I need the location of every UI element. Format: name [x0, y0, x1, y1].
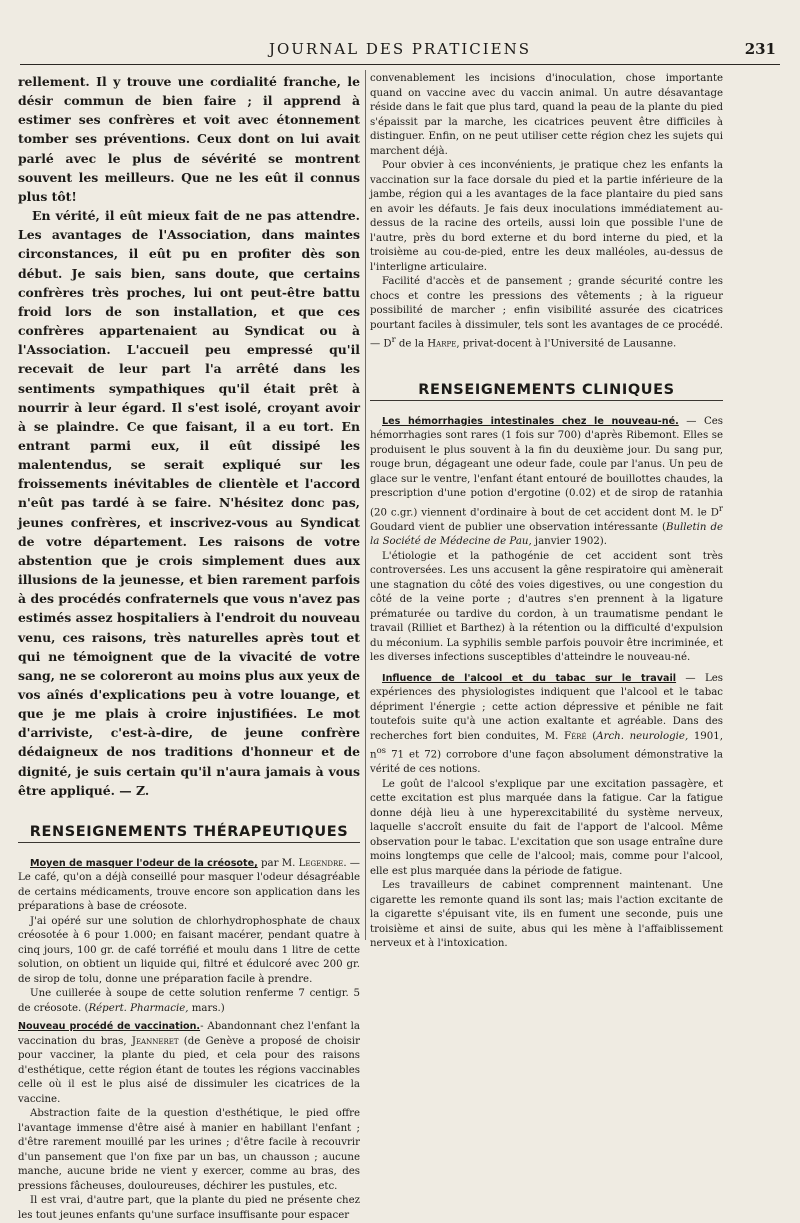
text-run: 1901, n: [370, 730, 723, 761]
text-run: - Abandonnant chez l'enfant la vaccination du bras,: [18, 1021, 360, 1047]
left-column: [18, 72, 360, 1223]
text-run: (: [586, 730, 597, 742]
text-run: — Ces hémorrhagies sont rares (1 fois sur 700) d'après Ribemont. Elles se produisent le plus souvent à la fin du deuxième jour. Du sang pur, rouge brun, dégageant une odeur fade, coule par l'anus. Un peu de glace sur le ventre, l'enfant étant entouré de bouillottes chaudes, la prescription d'une potion d'ergotine (0.02) et de sirop de ratanhia (20 c.gr.) viennent d'ordinaire à bout de cet accident dont M. le D: [370, 415, 723, 519]
creosote-title: Moyen de masquer l'odeur de la créosote,: [30, 857, 258, 869]
vaccination-paragraph: Abstraction faite de la question d'esthétique, le pied offre l'avantage immense d'être aisé à manier en habillant l'enfant ; d'être rarement mouillé par les urines ; d'être facile à recouvrir d'un pansement que l'on fixe par un bas, un chausson ; aucune manche, aucune bride ne vient y exercer, comme au bras, des pressions fâcheuses, douloureuses, déchirer les pustules, etc.: [18, 1108, 360, 1192]
vaccination-paragraph: Il est vrai, d'autre part, que la plante du pied ne présente chez les tout jeunes enfants qu'une surface insuffisante pour espacer: [18, 1195, 360, 1221]
section-heading-cliniques: RENSEIGNEMENTS CLINIQUES: [370, 382, 723, 401]
running-head: [20, 38, 780, 65]
hemorrhage-paragraph: L'étiologie et la pathogénie de cet accident sont très controversées. Les uns accusent la gêne respiratoire qui amènerait une stagnation du côté des voies digestives, ou une congestion du côté de la veine porte ; d'autres s'en prennent à la ligature prématurée ou tardive du cordon, à un traumatisme pendant le travail (Rilliet et Barthez) à la rétention ou la difficulté d'expulsion du méconium. La syphilis semble parfois pouvoir être incriminée, et les diverses infections susceptibles d'atteindre le nouveau-né.: [370, 550, 723, 664]
text-run: Facilité d'accès et de pansement ; grande sécurité contre les chocs et contre les pressions des vêtements ; à la rigueur possibilité de marcher ; enfin visibilité assurée des cicatrices pourtant faciles à dissimuler, tels sont les avantages de ce procédé. — D: [370, 276, 723, 350]
superscript: os: [376, 746, 387, 757]
hemorrhage-paragraph: [370, 415, 723, 550]
alcohol-paragraph: Le goût de l'alcool s'explique par une excitation passagère, et cette excitation est plus marquée dans la fatigue. Car la fatigue donne déjà lieu à une hyperexcitabilité du système nerveux, laquelle s'accroît ensuite du fait de l'apport de l'alcool. Même observation pour le tabac. L'excitation que son usage entraîne dure moins longtemps que celle de l'alcool; mais, comme pour l'alcool, elle est plus marquée dans la période de fatigue.: [370, 778, 723, 877]
right-column: [370, 72, 723, 952]
page-number: 231: [744, 40, 776, 58]
text-run: Goudard vient de publier une observation intéressante (: [370, 521, 666, 533]
vaccination-paragraph: [18, 1020, 360, 1107]
source-citation: Répert. Pharmacie,: [88, 1002, 189, 1014]
source-citation: Arch. neurologie,: [596, 730, 689, 742]
text-run: , privat-docent à l'Université de Lausanne.: [456, 338, 677, 350]
hemorrhage-title: Les hémorrhagies intestinales chez le nouveau-né.: [382, 415, 679, 427]
vaccination-continued: Pour obvier à ces inconvénients, je pratique chez les enfants la vaccination sur la face dorsale du pied et la partie inférieure de la jambe, région qui a les avantages de la face plantaire du pied sans en avoir les défauts. Je fais deux inoculations immédiatement au-dessus de la racine des orteils, aussi loin que possible l'une de l'autre, près du bord externe et du bord interne du pied, et la troisième au cou-de-pied, entre les deux malléoles, au-dessus de l'interligne articulaire.: [370, 160, 723, 273]
creosote-paragraph: J'ai opéré sur une solution de chlorhydrophosphate de chaux créosotée à 6 pour 1.000; en faisant macérer, pendant quatre à cinq jours, 100 gr. de café torréfié et moulu dans 1 litre de cette solution, on obtient un liquide qui, filtré et édulcoré avec 200 gr. de sirop de tolu, donne une préparation facile à prendre.: [18, 915, 360, 985]
author-name: Jeanneret: [131, 1035, 179, 1047]
text-run: par M.: [257, 857, 299, 869]
alcohol-paragraph: [370, 672, 723, 778]
article-paragraph: rellement. Il y trouve une cordialité franche, le désir commun de bien faire ; il apprend à estimer ses confrères et voit avec étonnement tomber ses préventions. Ceux dont on lui avait parlé avec le plus de sévérité se montrent souvent les meilleurs. Que ne les eût il connus plus tôt!: [18, 74, 360, 204]
alcohol-paragraph: Les travailleurs de cabinet comprennent maintenant. Une cigarette les remonte quand ils sont las; mais l'action excitante de la cigarette s'épuisant vite, ils en fument une seconde, puis une troisième et ainsi de suite, abus qui les mène à l'affaiblissement nerveux et à l'intoxication.: [370, 880, 723, 950]
author-name: Legendre: [298, 857, 344, 869]
alcohol-title: Influence de l'alcool et du tabac sur le travail: [382, 672, 677, 684]
vaccination-continued: convenablement les incisions d'inoculation, chose importante quand on vaccine avec du vaccin animal. Un autre désavantage réside dans le fait que plus tard, quand la peau de la plante du pied s'épaissit par la marche, les cicatrices peuvent être difficiles à distinguer. Enfin, on ne peut utiliser cette région chez les sujets qui marchent déjà.: [370, 73, 723, 157]
text-run: de la: [395, 338, 428, 350]
creosote-paragraph: [18, 857, 360, 915]
source-citation: Bulletin de la Société de Médecine de Pau,: [370, 521, 724, 548]
vaccination-continued: [370, 275, 723, 352]
text-run: mars.): [188, 1002, 225, 1014]
article-paragraph: En vérité, il eût mieux fait de ne pas attendre. Les avantages de l'Association, dans maintes circonstances, il eût pu en profiter dès son début. Je sais bien, sans doute, que certains confrères très proches, lui ont peut-être battu froid lors de son installation, et que ces confrères appartenaient au Syndicat ou à l'Association. L'accueil peu empressé qu'il recevait de leur part l'a arrêté dans les sentiments sympathiques qu'il était prêt à nourrir à leur égard. Il s'est isolé, croyant avoir à se plaindre. Ce que faisant, il a eu tort. En entrant parmi eux, il eût dissipé les malentendus, se serait expliqué sur les froissements inévitables de clientèle et l'accord n'eût pas tardé à se faire. N'hésitez donc pas, jeunes confrères, et inscrivez-vous au Syndicat de votre département. Les raisons de votre abstention que je crois simplement dues aux illusions de la jeunesse, et bien rarement parfois à des procédés confraternels que vous n'avez pas estimés assez hospitaliers à l'endroit du nouveau venu, ces raisons, très naturelles après tout et qui ne témoignent que de la vivacité de votre sang, ne se coloreront au moins plus aux yeux de vos aînés d'explications peu à votre louange, et que je me plais à croire injustifiées. Le mot d'arriviste, c'est-à-dire, de jeune confrère dédaigneux de nos traditions d'honneur et de dignité, je suis certain qu'il n'aura jamais à vous être appliqué. — Z.: [18, 208, 360, 798]
text-run: janvier 1902).: [531, 536, 608, 548]
superscript: r: [718, 503, 723, 514]
vaccination-title: Nouveau procédé de vaccination.: [18, 1021, 201, 1033]
text-run: 71 et 72) corrobore d'une façon absolument démonstrative la vérité de ces notions.: [370, 749, 723, 776]
author-name: Féré: [564, 730, 587, 742]
author-name: Harpe: [427, 338, 457, 350]
text-run: Une cuillerée à soupe de cette solution renferme 7 centigr. 5 de créosote. (: [18, 988, 360, 1014]
text-run: — Les expériences des physiologistes indiquent que l'alcool et le tabac dépriment l'énergie ; cette action dépressive et pénible ne fait toutefois suite qu'à une action exaltante et agréable. Dans des recherches fort bien conduites, M.: [370, 672, 723, 742]
section-heading-therapeutiques: RENSEIGNEMENTS THÉRAPEUTIQUES: [18, 824, 360, 843]
superscript: r: [391, 335, 396, 345]
creosote-paragraph: [18, 987, 360, 1016]
journal-title: JOURNAL DES PRATICIENS: [268, 40, 532, 58]
text-run: . — Le café, qu'on a déjà conseillé pour masquer l'odeur désagréable de certains médicaments, trouve encore son application dans les préparations à base de créosote.: [18, 857, 360, 913]
column-divider: [365, 70, 366, 940]
text-run: (de Genève a proposé de choisir pour vacciner, la plante du pied, et cela pour des raisons d'esthétique, cette région étant de toutes les régions vaccinables celle où il est le plus aisé de dissimuler les cicatrices de la vaccine.: [18, 1035, 360, 1105]
